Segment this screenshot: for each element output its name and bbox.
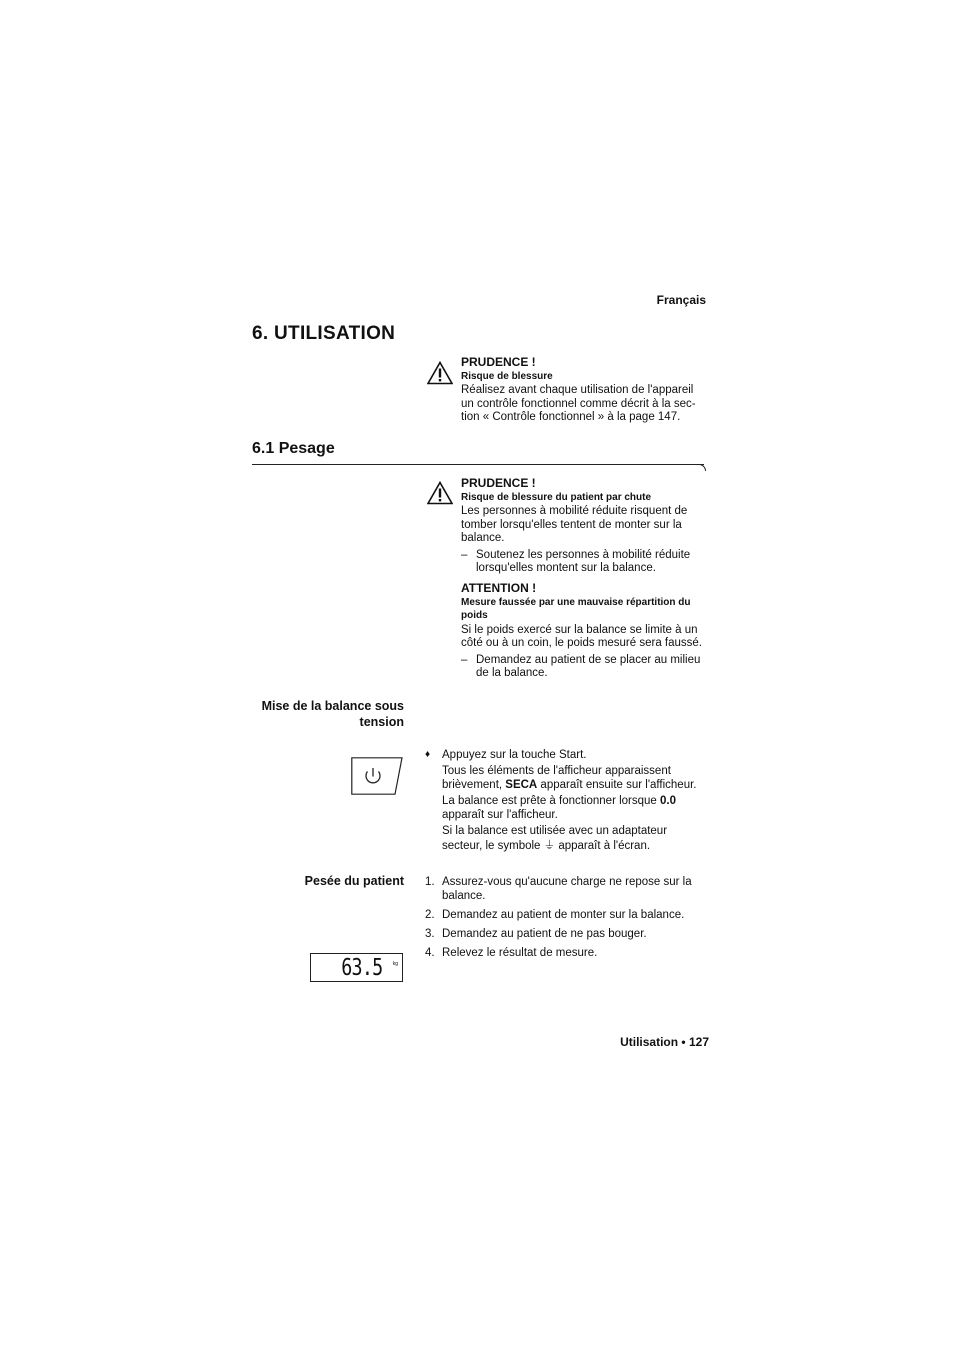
weighing-step bbox=[425, 927, 715, 941]
attention-instruction bbox=[461, 654, 711, 681]
instruction-line: Soutenez les personnes à mobilité réduite bbox=[476, 548, 691, 561]
dash-marker: – bbox=[461, 548, 468, 561]
attention-title: ATTENTION ! bbox=[461, 581, 537, 595]
step-text: Appuyez sur la touche Start. bbox=[442, 749, 587, 761]
ready-info-line: La balance est prête à fonctionner lorsque 0.0 bbox=[442, 795, 677, 807]
attention-text-line: côté ou à un coin, le poids mesuré sera faussé. bbox=[461, 637, 703, 649]
caution-text-line: Réalisez avant chaque utilisation de l'appareil bbox=[461, 384, 694, 396]
seca-text: SECA bbox=[505, 779, 538, 791]
ready-info-line: apparaît sur l'afficheur. bbox=[442, 809, 558, 821]
caution-text-line: balance. bbox=[461, 532, 505, 544]
warning-triangle-icon bbox=[427, 481, 453, 505]
heading-line: tension bbox=[359, 715, 404, 729]
caution-text-line: un contrôle fonctionnel comme décrit à la sec- bbox=[461, 397, 696, 410]
caution-block-fall bbox=[461, 477, 711, 576]
caution-title: PRUDENCE ! bbox=[461, 476, 536, 490]
step-number: 1. bbox=[425, 876, 435, 888]
display-info-line: brièvement, SECA apparaît ensuite sur l'afficheur. bbox=[442, 779, 697, 791]
adapter-info-line: secteur, le symbole ⏚ apparaît à l'écran. bbox=[442, 838, 651, 852]
power-on-step bbox=[425, 748, 715, 853]
caution-block-usage bbox=[461, 356, 711, 425]
caution-instruction bbox=[461, 549, 711, 576]
power-on-instructions bbox=[425, 748, 715, 853]
step-number: 2. bbox=[425, 909, 435, 921]
instruction-line: lorsqu'elles montent sur la balance. bbox=[476, 562, 656, 574]
warning-triangle-icon bbox=[427, 361, 453, 385]
section-divider-corner bbox=[699, 464, 706, 471]
caution-subtitle: Risque de blessure bbox=[461, 370, 553, 382]
attention-block bbox=[461, 582, 711, 681]
attention-subtitle: Mesure faussée par une mauvaise répartition du bbox=[461, 596, 691, 608]
weighing-heading: Pesée du patient bbox=[304, 874, 404, 888]
step-text: balance. bbox=[442, 890, 486, 902]
instruction-line: Demandez au patient de se placer au milieu bbox=[476, 653, 701, 666]
weight-unit: kg bbox=[392, 961, 398, 967]
chapter-title: 6. UTILISATION bbox=[252, 323, 396, 344]
caution-subtitle: Risque de blessure du patient par chute bbox=[461, 491, 652, 503]
attention-subtitle: poids bbox=[461, 610, 488, 621]
weighing-step bbox=[425, 908, 715, 922]
step-text: Demandez au patient de monter sur la balance. bbox=[442, 909, 685, 921]
weighing-step bbox=[425, 946, 715, 960]
weighing-steps bbox=[425, 875, 715, 960]
adapter-info-line: Si la balance est utilisée avec un adaptateur bbox=[442, 825, 668, 837]
weighing-step bbox=[425, 875, 715, 903]
attention-text-line: Si le poids exercé sur la balance se limite à un bbox=[461, 623, 698, 636]
page-footer: Utilisation • 127 bbox=[620, 1035, 709, 1049]
step-text: Relevez le résultat de mesure. bbox=[442, 947, 598, 959]
caution-text-line: tion « Contrôle fonctionnel » à la page 147. bbox=[461, 411, 681, 423]
section-title: 6.1 Pesage bbox=[252, 440, 335, 457]
dash-marker: – bbox=[461, 653, 468, 666]
mains-adapter-icon: ⏚ bbox=[543, 838, 556, 852]
zero-value: 0.0 bbox=[660, 795, 677, 807]
step-text: Assurez-vous qu'aucune charge ne repose sur la bbox=[442, 876, 692, 888]
display-info-line: Tous les éléments de l'afficheur apparaissent bbox=[442, 765, 671, 777]
caution-title: PRUDENCE ! bbox=[461, 355, 536, 369]
caution-text-line: tomber lorsqu'elles tentent de monter sur la bbox=[461, 518, 682, 531]
section-divider bbox=[252, 464, 704, 465]
start-button-illustration bbox=[351, 757, 403, 795]
power-icon bbox=[366, 768, 380, 783]
weight-value: 63.5 bbox=[340, 955, 382, 981]
step-text: Demandez au patient de ne pas bouger. bbox=[442, 928, 647, 940]
instruction-line: de la balance. bbox=[476, 667, 548, 679]
caution-text-line: Les personnes à mobilité réduite risquent de bbox=[461, 505, 688, 517]
language-label: Français bbox=[656, 293, 706, 307]
bullet-marker: ♦ bbox=[425, 749, 431, 760]
heading-line: Mise de la balance sous bbox=[261, 699, 404, 713]
weight-display bbox=[310, 953, 403, 982]
power-on-heading bbox=[234, 698, 404, 730]
step-number: 4. bbox=[425, 947, 435, 959]
step-number: 3. bbox=[425, 928, 435, 940]
